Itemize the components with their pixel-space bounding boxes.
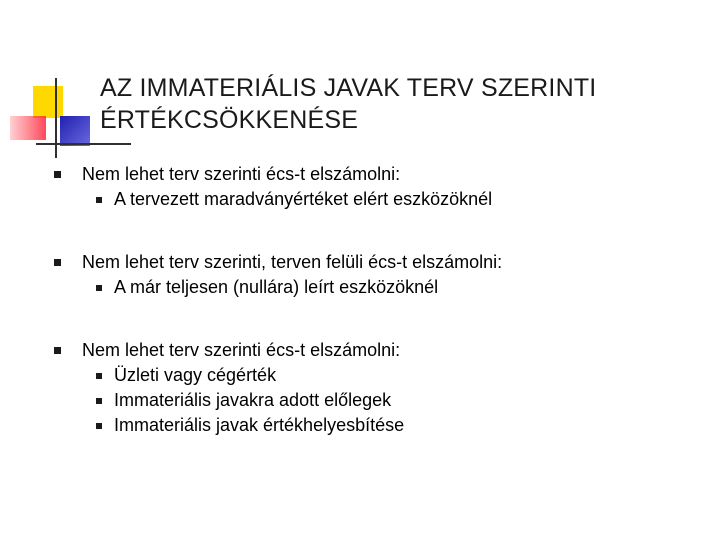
sub-bullet-item	[114, 363, 702, 388]
bullet-text: Nem lehet terv szerinti, terven felüli écs-t elszámolni:	[82, 252, 503, 272]
sub-bullet-item	[114, 275, 702, 300]
square-bullet-icon	[96, 285, 102, 291]
sub-bullet-text: Immateriális javakra adott előlegek	[114, 390, 392, 410]
bullet-item	[52, 338, 702, 438]
sub-bullet-item	[114, 187, 702, 212]
bullet-list	[52, 162, 702, 438]
logo-vertical-line	[55, 78, 57, 158]
square-bullet-icon	[54, 259, 61, 266]
sub-bullet-list	[52, 363, 702, 438]
sub-bullet-text: Immateriális javak értékhelyesbítése	[114, 415, 405, 435]
bullet-text: Nem lehet terv szerinti écs-t elszámolni:	[82, 340, 401, 360]
slide-title-line: ÉRTÉKCSÖKKENÉSE	[100, 106, 359, 134]
bullet-row	[52, 162, 702, 187]
square-bullet-icon	[54, 171, 61, 178]
sub-bullet-text: Üzleti vagy cégérték	[114, 365, 277, 385]
sub-bullet-list	[52, 187, 702, 212]
bullet-row	[52, 338, 702, 363]
sub-bullet-item	[114, 413, 702, 438]
bullet-item	[52, 162, 702, 212]
logo-yellow-square	[33, 86, 63, 118]
sub-bullet-text: A tervezett maradványértéket elért eszközöknél	[114, 189, 493, 209]
sub-bullet-text: A már teljesen (nullára) leírt eszközöknél	[114, 277, 439, 297]
sub-bullet-item	[114, 388, 702, 413]
square-bullet-icon	[96, 373, 102, 379]
slide-title	[100, 72, 700, 136]
bullet-item	[52, 250, 702, 300]
square-bullet-icon	[96, 423, 102, 429]
logo-red-square	[10, 116, 46, 140]
bullet-row	[52, 250, 702, 275]
logo-blue-square	[60, 116, 90, 146]
square-bullet-icon	[96, 398, 102, 404]
bullet-text: Nem lehet terv szerinti écs-t elszámolni:	[82, 164, 401, 184]
slide-title-line: AZ IMMATERIÁLIS JAVAK TERV SZERINTI	[100, 74, 597, 102]
logo-horizontal-line	[36, 143, 131, 145]
decorative-logo	[0, 0, 110, 160]
sub-bullet-list	[52, 275, 702, 300]
square-bullet-icon	[96, 197, 102, 203]
square-bullet-icon	[54, 347, 61, 354]
